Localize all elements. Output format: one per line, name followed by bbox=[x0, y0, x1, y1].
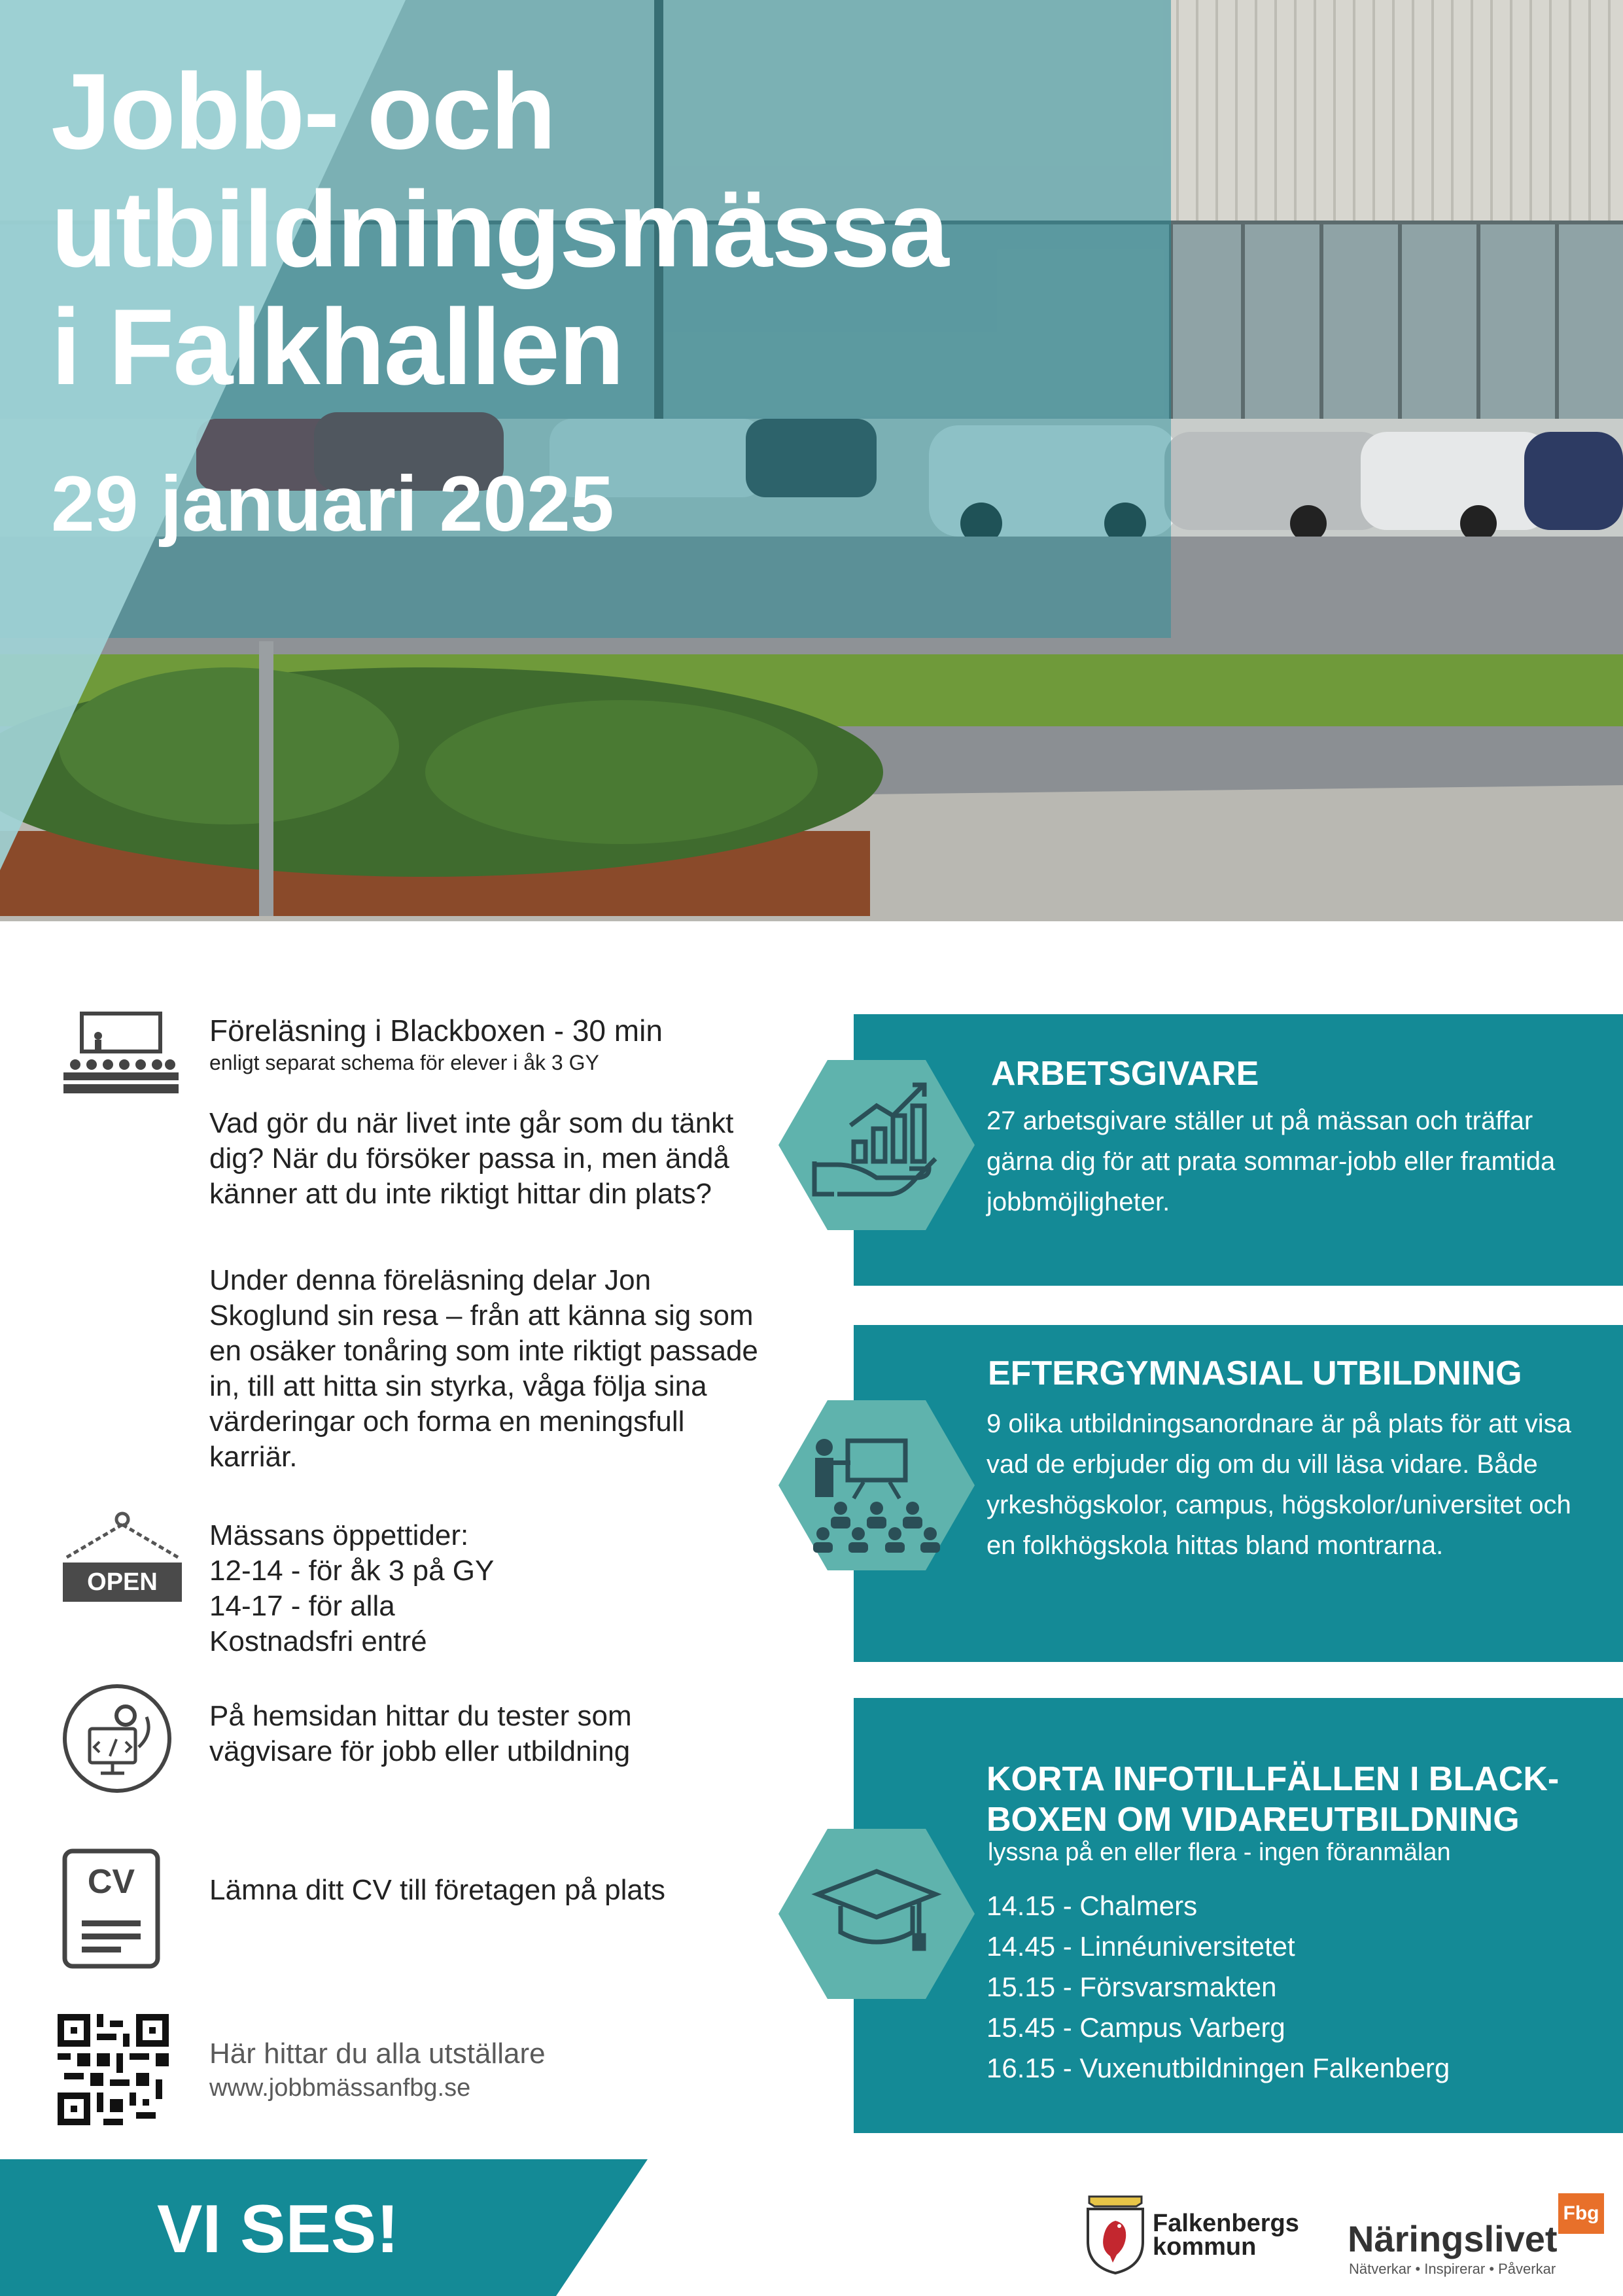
open-sign-icon bbox=[60, 1511, 184, 1603]
kommun-line-2: kommun bbox=[1153, 2233, 1257, 2261]
website-tests-text: På hemsidan hittar du tester som vägvisare för jobb eller utbildning bbox=[209, 1700, 632, 1767]
cv-document-icon bbox=[62, 1848, 160, 1969]
website-gear-icon bbox=[60, 1682, 175, 1796]
info-sessions-hexagon bbox=[778, 1816, 975, 2012]
employers-heading: ARBETSGIVARE bbox=[991, 1055, 1259, 1093]
hero-title-line-1: Jobb- och bbox=[51, 51, 555, 171]
lecture-title: Föreläsning i Blackboxen - 30 min bbox=[209, 1014, 663, 1048]
opening-hours-title: Mässans öppettider: bbox=[209, 1519, 469, 1551]
hero-title-line-3: i Falkhallen bbox=[51, 287, 623, 407]
info-sessions-heading: KORTA INFOTILLFÄLLEN I BLACK-BOXEN OM VIDAREUTBILDNING bbox=[986, 1760, 1560, 1839]
list-item: 14.45 - Linnéuniversitetet bbox=[986, 1931, 1295, 1962]
info-sessions-list bbox=[986, 1886, 1601, 2089]
hero-title bbox=[51, 52, 1163, 406]
lecture-paragraph-2: Under denna föreläsning delar Jon Skoglund sin resa – från att känna sig som en osäker tonåring som inte riktigt passade in, till att hitta sin styrka, våga följa sina värderingar och forma en meningsfull karriär. bbox=[209, 1264, 758, 1473]
opening-hours bbox=[209, 1518, 759, 1659]
hero-title-line-2: utbildningsmässa bbox=[51, 169, 948, 289]
list-item: 15.45 - Campus Varberg bbox=[986, 2012, 1285, 2043]
vi-ses-slogan: VI SES! bbox=[157, 2191, 399, 2267]
education-heading: EFTERGYMNASIAL UTBILDNING bbox=[988, 1354, 1522, 1392]
lecture-subtitle: enligt separat schema för elever i åk 3 GY bbox=[209, 1051, 599, 1074]
list-item: 16.15 - Vuxenutbildningen Falkenberg bbox=[986, 2053, 1450, 2083]
naringslivet-tagline: Nätverkar • Inspirerar • Påverkar bbox=[1349, 2261, 1556, 2277]
lecture-icon bbox=[62, 1011, 180, 1096]
info-sessions-subheading: lyssna på en eller flera - ingen föranmälan bbox=[988, 1839, 1451, 1866]
falkenbergs-kommun-logo bbox=[1153, 2212, 1299, 2259]
opening-hours-line-1: 12-14 - för åk 3 på GY bbox=[209, 1555, 495, 1587]
event-date: 29 januari 2025 bbox=[51, 460, 614, 548]
opening-hours-line-3: Kostnadsfri entré bbox=[209, 1625, 427, 1657]
qr-code[interactable] bbox=[58, 2014, 169, 2125]
lecture-paragraph-1: Vad gör du när livet inte går som du tänkt dig? När du försöker passa in, men ändå känner att du inte riktigt hittar din plats? bbox=[209, 1107, 734, 1210]
open-sign-text: OPEN bbox=[87, 1568, 158, 1596]
naringslivet-name: Näringslivet bbox=[1348, 2218, 1558, 2259]
list-item: 14.15 - Chalmers bbox=[986, 1890, 1198, 1921]
list-item: 15.15 - Försvarsmakten bbox=[986, 1971, 1277, 2002]
exhibitors-title: Här hittar du alla utställare bbox=[209, 2038, 546, 2070]
kommun-line-1: Falkenbergs bbox=[1153, 2210, 1299, 2237]
cv-icon-text: CV bbox=[87, 1863, 135, 1901]
education-hexagon bbox=[778, 1387, 975, 1583]
employers-hexagon bbox=[778, 1047, 975, 1243]
education-body: 9 olika utbildningsanordnare är på plats för att visa vad de erbjuder dig om du vill läsa vidare. Både yrkeshögskolor, campus, högskolor/universitet och en folkhögskola hittas bland montrarna. bbox=[986, 1409, 1571, 1560]
falkenberg-crest-icon bbox=[1083, 2193, 1148, 2275]
employers-body: 27 arbetsgivare ställer ut på mässan och träffar gärna dig för att prata sommar-jobb eller framtida jobbmöjligheter. bbox=[986, 1106, 1556, 1216]
exhibitors-url[interactable]: www.jobbmässanfbg.se bbox=[209, 2074, 471, 2102]
opening-hours-line-2: 14-17 - för alla bbox=[209, 1590, 395, 1622]
cv-text: Lämna ditt CV till företagen på plats bbox=[209, 1874, 666, 1906]
naringslivet-fbg-badge: Fbg bbox=[1558, 2193, 1604, 2234]
